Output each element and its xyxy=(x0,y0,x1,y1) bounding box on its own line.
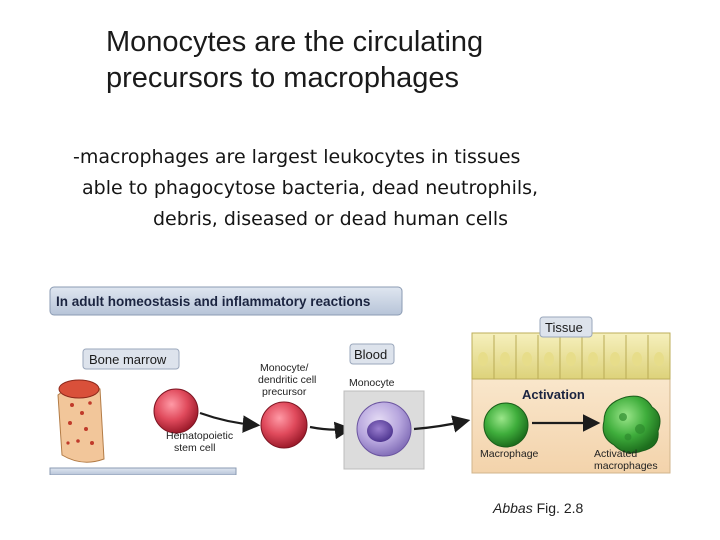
activated-label-2: macrophages xyxy=(594,460,658,472)
activated-label-1: Activated xyxy=(594,448,638,460)
cropped-next-header-bar xyxy=(50,468,236,475)
body-line-1: -macrophages are largest leukocytes in tissues xyxy=(73,146,521,168)
monocyte-differentiation-figure xyxy=(48,283,672,475)
hematopoietic-stem-cell xyxy=(154,389,198,433)
body-line-3: debris, diseased or dead human cells xyxy=(153,208,509,230)
arrow-precursor-to-monocyte xyxy=(310,427,348,430)
figure-header-bar xyxy=(50,287,402,315)
arrow-hsc-to-precursor xyxy=(200,413,256,425)
monocyte-label: Monocyte xyxy=(349,377,395,389)
title-line-2: precursors to macrophages xyxy=(106,62,459,94)
macrophage-label: Macrophage xyxy=(480,448,539,460)
blood-label xyxy=(350,344,394,364)
tissue-text: Tissue xyxy=(545,320,583,335)
figure-header-text: In adult homeostasis and inflammatory reactions xyxy=(56,294,371,309)
hsc-label-2: stem cell xyxy=(174,442,216,454)
slide-title xyxy=(106,24,666,96)
bone-marrow-label xyxy=(83,349,179,369)
precursor-label-3: precursor xyxy=(262,386,307,398)
activation-label: Activation xyxy=(522,387,585,402)
title-line-1: Monocytes are the circulating xyxy=(106,26,484,58)
precursor-label-2: dendritic cell xyxy=(258,374,317,386)
caption-figure-ref: Fig. 2.8 xyxy=(532,500,584,516)
tissue-label xyxy=(540,317,592,337)
macrophage-cell xyxy=(484,403,528,447)
hsc-label-1: Hematopoietic xyxy=(166,430,234,442)
figure-caption xyxy=(493,500,583,516)
monocyte-cell xyxy=(357,402,411,456)
blood-text: Blood xyxy=(354,347,388,362)
bone-marrow-text: Bone marrow xyxy=(89,352,167,367)
precursor-cell xyxy=(261,402,307,448)
body-line-2: able to phagocytose bacteria, dead neutrophils, xyxy=(82,177,539,199)
caption-author: Abbas xyxy=(493,500,533,516)
bone-marrow-icon xyxy=(58,380,104,462)
precursor-label-1: Monocyte/ xyxy=(260,362,309,374)
